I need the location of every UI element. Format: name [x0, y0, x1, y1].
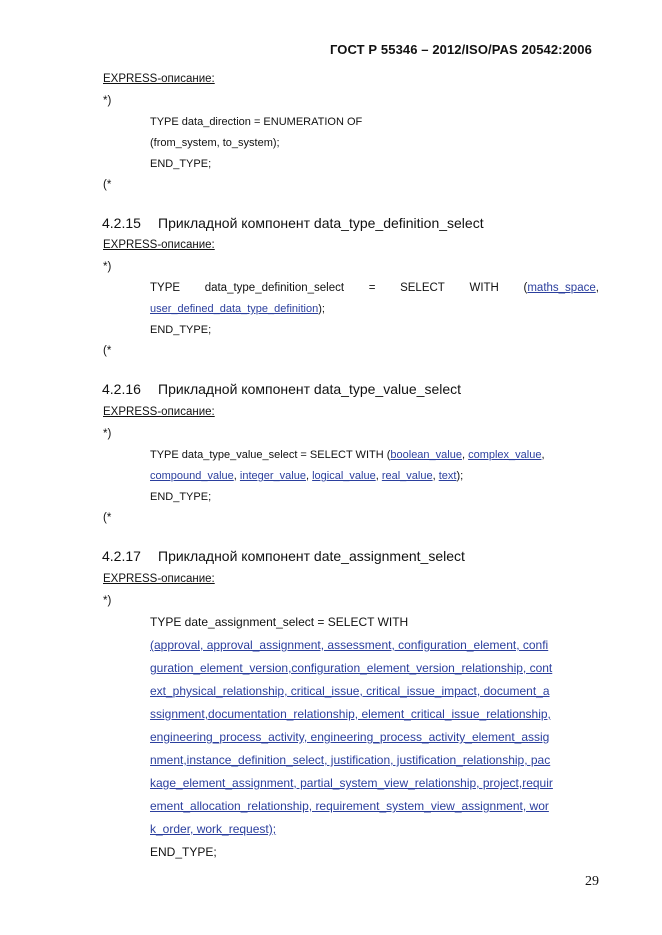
section-number: 4.2.17 [102, 548, 141, 564]
code-tail: ); [318, 303, 325, 315]
select-list-line[interactable]: (approval, approval_assignment, assessment, configuration_element, confi [150, 638, 549, 652]
section-heading [102, 381, 461, 397]
page-number: 29 [585, 874, 599, 889]
code-line [150, 303, 325, 315]
code-line: TYPE data_type_value_select = SELECT WITH (boolean_value, complex_value, [150, 449, 545, 461]
select-list-line[interactable]: k_order, work_request); [150, 822, 277, 836]
comment-close: (* [103, 512, 112, 524]
end-type: END_TYPE; [150, 158, 212, 170]
link-maths-space[interactable]: maths_space [527, 282, 596, 294]
comment-open: *) [103, 595, 112, 607]
code-word: TYPE [150, 282, 181, 294]
code-line: (from_system, to_system); [150, 137, 280, 149]
express-label: EXPRESS-описание: [103, 406, 215, 418]
section-heading [102, 215, 484, 231]
section-number: 4.2.16 [102, 381, 141, 397]
page-header: ГОСТ Р 55346 – 2012/ISO/PAS 20542:2006 [330, 42, 592, 57]
select-list-line[interactable]: nment,instance_definition_select, justification, justification_relationship, pac [150, 753, 551, 767]
express-label: EXPRESS-описание: [103, 73, 215, 85]
end-type: END_TYPE; [150, 845, 217, 859]
code-word: WITH [469, 282, 499, 294]
link-integer-value[interactable]: integer_value [239, 470, 306, 482]
link-text[interactable]: text [438, 470, 457, 482]
code-line [150, 282, 599, 294]
comment-close: (* [103, 179, 112, 191]
express-label: EXPRESS-описание: [103, 239, 215, 251]
link-real-value[interactable]: real_value [381, 470, 433, 482]
code-line: TYPE date_assignment_select = SELECT WITH [150, 615, 409, 629]
select-list-line[interactable]: guration_element_version,configuration_element_version_relationship, cont [150, 661, 553, 675]
section-number: 4.2.15 [102, 215, 141, 231]
express-label: EXPRESS-описание: [103, 573, 215, 585]
link-logical-value[interactable]: logical_value [312, 470, 376, 482]
code-line: TYPE data_direction = ENUMERATION OF [150, 116, 363, 128]
end-type: END_TYPE; [150, 324, 212, 336]
comment-open: *) [103, 428, 112, 440]
link-boolean-value[interactable]: boolean_value [390, 449, 462, 461]
select-list-line[interactable]: engineering_process_activity, engineering_process_activity_element_assig [150, 730, 550, 744]
comment-close: (* [103, 345, 112, 357]
link-complex-value[interactable]: complex_value [468, 449, 542, 461]
code-word: = [368, 282, 376, 294]
code-word: data_type_definition_select [204, 282, 345, 294]
select-list-line[interactable]: kage_element_assignment, partial_system_view_relationship, project,requir [150, 776, 553, 790]
comment-open: *) [103, 261, 112, 273]
code-text: TYPE data_type_value_select = SELECT WITH ( [150, 449, 391, 461]
section-title: Прикладной компонент data_type_value_select [158, 381, 462, 397]
section-title: Прикладной компонент date_assignment_select [158, 548, 465, 564]
select-list-line[interactable]: ement_allocation_relationship, requirement_system_view_assignment, wor [150, 799, 549, 813]
code-line: compound_value, integer_value, logical_value, real_value, text); [150, 470, 464, 482]
comment-open: *) [103, 95, 112, 107]
section-heading [102, 548, 465, 564]
link-user-defined-data-type-definition[interactable]: user_defined_data_type_definition [150, 303, 319, 315]
select-list-line[interactable]: ssignment,documentation_relationship, element_critical_issue_relationship, [150, 707, 551, 721]
link-compound-value[interactable]: compound_value [150, 470, 234, 482]
end-type: END_TYPE; [150, 491, 212, 503]
code-word: (maths_space, [523, 282, 599, 294]
section-title: Прикладной компонент data_type_definition_select [158, 215, 484, 231]
select-list-line[interactable]: ext_physical_relationship, critical_issue, critical_issue_impact, document_a [150, 684, 550, 698]
code-word: SELECT [400, 282, 445, 294]
